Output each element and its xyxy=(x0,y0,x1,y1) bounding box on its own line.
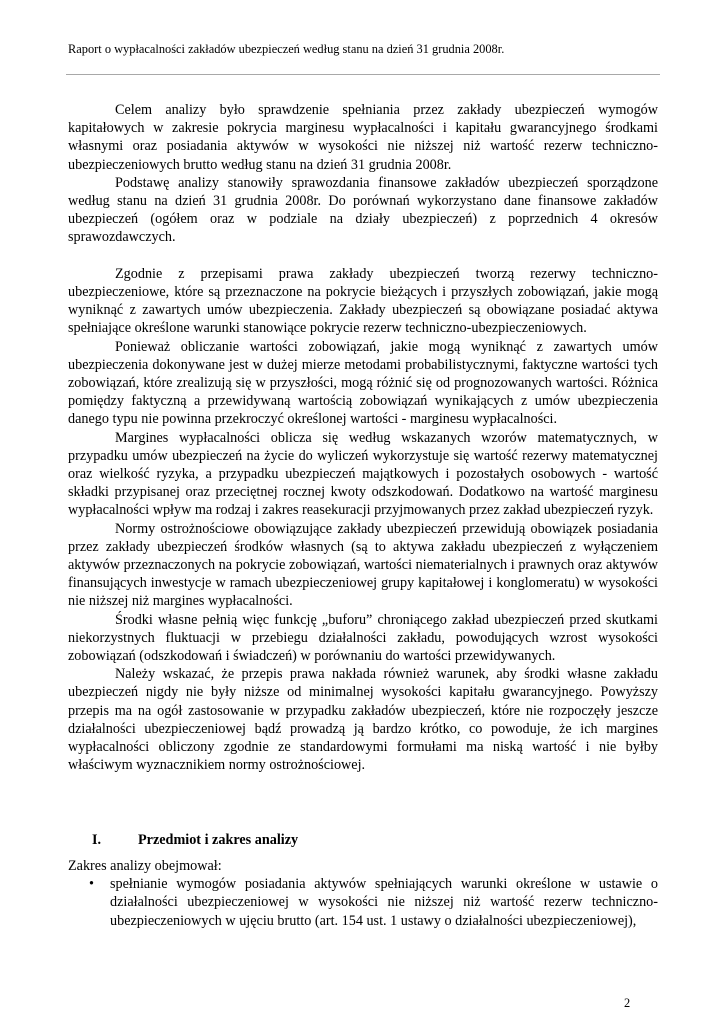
paragraph-prudential-norms: Normy ostrożnościowe obowiązujące zakłady ubezpieczeń przewidują obowiązek posiadania przez zakłady ubezpieczeń środków własnych (są to aktywa zakładu ubezpieczeń z wyłączeniem aktywów przeznaczonych na pokrycie zobowiązań, wartości niematerialnych i prawnych oraz aktywów finansujących inwestycje w ramach ubezpieczeniowej grupy kapitałowej i konglomeratu) w wysokości nie niższej niż margines wypłacalności. xyxy=(68,520,658,610)
paragraph-own-funds-buffer: Środki własne pełnią więc funkcję „buforu” chroniącego zakład ubezpieczeń przed skutkami niekorzystnych fluktuacji w przebiegu działalności zakładu, powodujących wzrost wysokości zobowiązań (odszkodowań i świadczeń) w porównaniu do wartości przewidywanych. xyxy=(68,611,658,665)
list-item xyxy=(68,875,658,930)
paragraph-guarantee-capital: Należy wskazać, że przepis prawa nakłada również warunek, aby środki własne zakładu ubezpieczeń nigdy nie były niższe od minimalnej wysokości kapitału gwarancyjnego. Powyższy przepis ma na ogół zastosowanie w przypadku zakładów ubezpieczeń, które nie rozpoczęły jeszcze działalności ubezpieczeniowej bądź prowadzą ją bardzo krótko, co powoduje, że ich margines wypłacalności obliczony zgodnie ze standardowymi formułami ma niską wartość i nie byłby właściwym wyznacznikiem normy ostrożnościowej. xyxy=(68,666,658,774)
header-divider xyxy=(66,74,660,75)
paragraph-analysis-basis: Podstawę analizy stanowiły sprawozdania finansowe zakładów ubezpieczeń sporządzone według stanu na dzień 31 grudnia 2008r. Do porównań wykorzystano dane finansowe zakładów ubezpieczeń (ogółem oraz w podziale na działy ubezpieczeń) z poprzednich 4 okresów sprawozdawczych. xyxy=(68,174,658,246)
paragraph-probabilistic-methods: Ponieważ obliczanie wartości zobowiązań, jakie mogą wyniknąć z zawartych umów ubezpieczenia dokonywane jest w dużej mierze metodami probabilistycznymi, faktyczne wartości tych zobowiązań, które zrealizują się w przyszłości, mogą różnić się od prognozowanych wartości. Różnica pomiędzy faktyczną a przewidywaną wartością zobowiązań wynikających z umów ubezpieczenia danego typu nie powinna przekroczyć określonej wartości - marginesu wypłacalności. xyxy=(68,338,658,428)
analysis-scope xyxy=(68,857,658,930)
paragraph-solvency-margin-calculation: Margines wypłacalności oblicza się według wskazanych wzorów matematycznych, w przypadku umów ubezpieczeń na życie do wyliczeń wykorzystuje się wartość rezerwy matematycznej oraz wielkość ryzyka, a przypadku ubezpieczeń majątkowych i pozostałych osobowych - wartość składki przypisanej oraz przeciętnej rocznej kwoty odszkodowań. Dodatkowo na wartość marginesu wypłacalności wpływ ma rodzaj i zakres reasekuracji przyjmowanych przez zakład ubezpieczeń ryzyk. xyxy=(68,429,658,519)
page-number: 2 xyxy=(624,996,631,1010)
scope-list xyxy=(68,875,658,930)
document-body xyxy=(68,101,658,775)
section-title: Przedmiot i zakres analizy xyxy=(138,832,299,848)
scope-intro: Zakres analizy obejmował: xyxy=(68,858,222,874)
list-item-text: spełnianie wymogów posiadania aktywów spełniających warunki określone w ustawie o działalności ubezpieczeniowej w wysokości nie niższej niż wartość rezerw techniczno-ubezpieczeniowych w ujęciu brutto (art. 154 ust. 1 ustawy o działalności ubezpieczeniowej), xyxy=(110,876,658,929)
paragraph-technical-reserves: Zgodnie z przepisami prawa zakłady ubezpieczeń tworzą rezerwy techniczno-ubezpieczeniowe, które są przeznaczone na pokrycie bieżących i przyszłych zobowiązań, jakie mogą wyniknąć z zawartych umów ubezpieczenia. Zakłady ubezpieczeń są obowiązane posiadać aktywa spełniające określone warunki stanowiące pokrycie rezerw techniczno-ubezpieczeniowych. xyxy=(68,265,658,337)
section-number: I. xyxy=(92,832,102,848)
running-header: Raport o wypłacalności zakładów ubezpieczeń według stanu na dzień 31 grudnia 2008r. xyxy=(68,42,505,56)
paragraph-analysis-goal: Celem analizy było sprawdzenie spełniania przez zakłady ubezpieczeń wymogów kapitałowych w zakresie pokrycia marginesu wypłacalności i kapitału gwarancyjnego środkami własnymi oraz posiadania aktywów w wysokości nie niższej niż wartość rezerw techniczno-ubezpieczeniowych brutto według stanu na dzień 31 grudnia 2008r. xyxy=(68,102,658,173)
bullet-icon: • xyxy=(89,876,94,893)
